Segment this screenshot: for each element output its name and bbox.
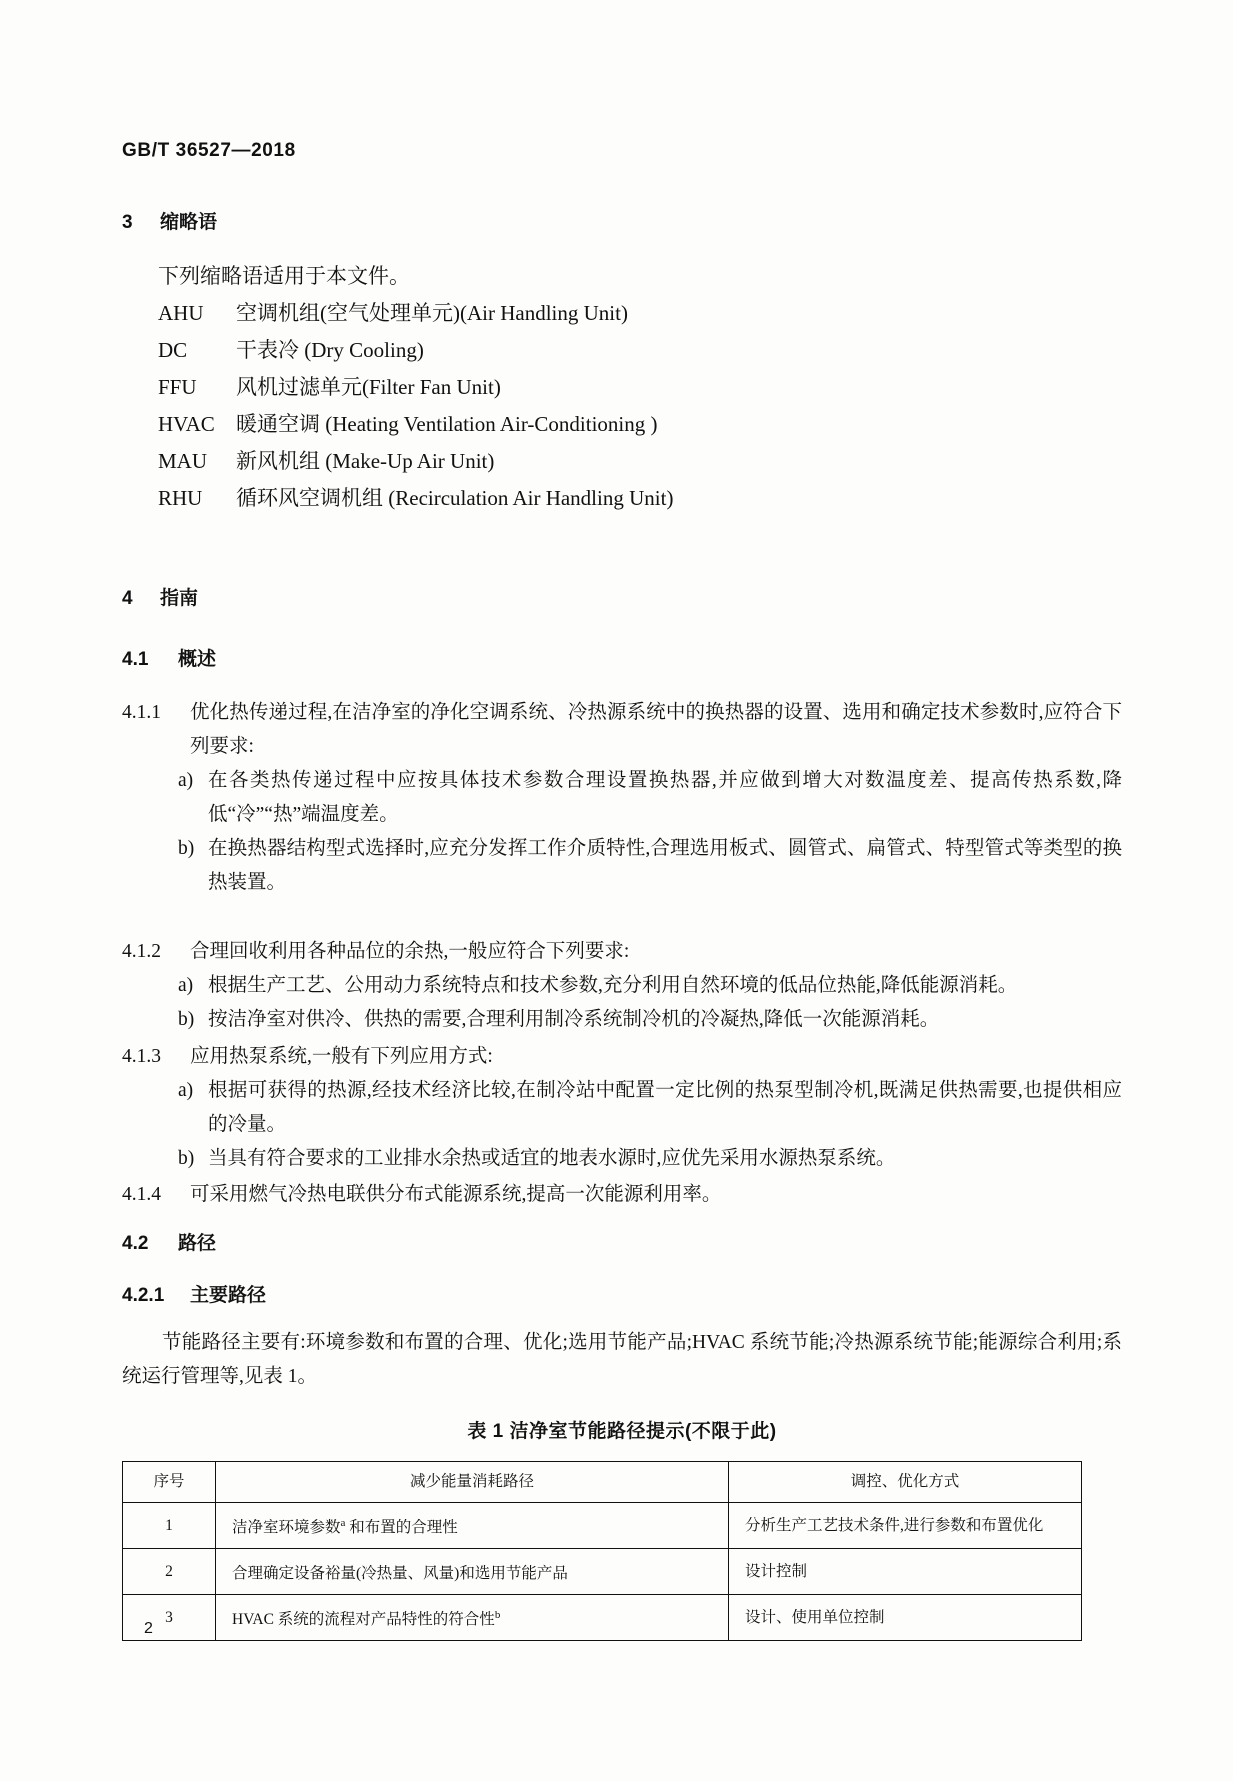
abbreviation-item <box>158 443 673 480</box>
section-number-3: 3 <box>122 212 133 233</box>
table1-cell-path-text: 合理确定设备裕量(冷热量、风量)和选用节能产品 <box>232 1565 568 1583</box>
clause-412-text <box>122 935 1122 969</box>
section-heading-41 <box>122 644 1122 671</box>
list-body: 在换热器结构型式选择时,应充分发挥工作介质特性,合理选用板式、圆管式、扁管式、特型管式等类型的换热装置。 <box>208 838 1122 893</box>
section-heading-42 <box>122 1228 1122 1255</box>
table1-header-path: 减少能量消耗路径 <box>216 1462 729 1503</box>
table-row <box>123 1549 1082 1595</box>
clause-413-item-a <box>122 1074 1122 1142</box>
page-content <box>122 0 1122 1782</box>
table1 <box>122 1461 1082 1641</box>
abbreviation-key: MAU <box>158 449 208 473</box>
list-label: a) <box>178 770 194 791</box>
section-heading-3 <box>122 207 1122 234</box>
table-row <box>123 1595 1082 1641</box>
table1-cell-path-text: HVAC 系统的流程对产品特性的符合性 <box>232 1611 495 1629</box>
abbreviation-intro: 下列缩略语适用于本文件。 <box>158 264 410 288</box>
abbreviation-value: 空调机组(空气处理单元)(Air Handling Unit) <box>236 301 628 325</box>
table1-cell-index: 3 <box>123 1595 216 1641</box>
clause-number-411: 4.1.1 <box>122 702 161 723</box>
section-title-41: 概述 <box>178 649 217 670</box>
table1-cell-path <box>216 1503 729 1549</box>
section-title-3: 缩略语 <box>160 212 218 233</box>
clause-413-text <box>122 1040 1122 1074</box>
abbreviation-block <box>158 258 673 517</box>
clause-414 <box>122 1178 1122 1212</box>
list-body: 当具有符合要求的工业排水余热或适宜的地表水源时,应优先采用水源热泵系统。 <box>208 1148 896 1169</box>
abbreviation-item <box>158 369 673 406</box>
footnote-marker: b <box>494 1609 501 1622</box>
table1-cell-way: 设计、使用单位控制 <box>729 1595 1082 1641</box>
list-label: a) <box>178 1080 194 1101</box>
table1-header-row <box>123 1462 1082 1503</box>
list-body: 按洁净室对供冷、供热的需要,合理利用制冷系统制冷机的冷凝热,降低一次能源消耗。 <box>208 1009 940 1030</box>
clause-412 <box>122 935 1122 1037</box>
clause-413-item-b <box>122 1142 1122 1176</box>
table1-cell-path-text: 洁净室环境参数 <box>232 1519 341 1537</box>
list-label: b) <box>178 1009 195 1030</box>
table1-cell-way: 设计控制 <box>729 1549 1082 1595</box>
table-row <box>123 1503 1082 1549</box>
clause-body-413: 应用热泵系统,一般有下列应用方式: <box>190 1046 493 1067</box>
table1-block <box>122 1416 1122 1641</box>
abbreviation-key: RHU <box>158 486 203 510</box>
table1-cell-index: 1 <box>123 1503 216 1549</box>
table1-cell-path <box>216 1595 729 1641</box>
abbreviation-item <box>158 406 673 443</box>
list-body: 在各类热传递过程中应按具体技术参数合理设置换热器,并应做到增大对数温度差、提高传热系数,降低“冷”“热”端温度差。 <box>208 770 1122 825</box>
clause-411-text <box>122 696 1122 764</box>
clause-body-412: 合理回收利用各种品位的余热,一般应符合下列要求: <box>190 941 630 962</box>
clause-body-411: 优化热传递过程,在洁净室的净化空调系统、冷热源系统中的换热器的设置、选用和确定技术参数时,应符合下列要求: <box>190 702 1122 757</box>
clause-414-text <box>122 1178 1122 1212</box>
abbreviation-item <box>158 332 673 369</box>
abbreviation-key: HVAC <box>158 412 215 436</box>
clause-413 <box>122 1040 1122 1176</box>
table1-cell-path <box>216 1549 729 1595</box>
standard-code-header: GB/T 36527—2018 <box>122 140 296 161</box>
section-title-42: 路径 <box>178 1233 217 1254</box>
abbreviation-key: FFU <box>158 375 197 399</box>
clause-number-413: 4.1.3 <box>122 1046 161 1067</box>
abbreviation-value: 干表冷 (Dry Cooling) <box>236 338 424 362</box>
section-title-4: 指南 <box>160 588 199 609</box>
list-body: 根据可获得的热源,经技术经济比较,在制冷站中配置一定比例的热泵型制冷机,既满足供热需要,也提供相应的冷量。 <box>208 1080 1122 1135</box>
abbreviation-item <box>158 295 673 332</box>
clause-411 <box>122 696 1122 900</box>
abbreviation-value: 循环风空调机组 (Recirculation Air Handling Unit) <box>236 486 674 510</box>
abbreviation-key: AHU <box>158 301 204 325</box>
table1-cell-path-tail: 和布置的合理性 <box>345 1519 458 1537</box>
section-heading-421 <box>122 1280 1122 1307</box>
section-title-421: 主要路径 <box>190 1285 267 1306</box>
abbreviation-value: 风机过滤单元(Filter Fan Unit) <box>236 375 501 399</box>
table1-header-way: 调控、优化方式 <box>729 1462 1082 1503</box>
list-label: b) <box>178 1148 195 1169</box>
footnote-marker: a <box>340 1517 346 1529</box>
table1-cell-way: 分析生产工艺技术条件,进行参数和布置优化 <box>729 1503 1082 1549</box>
section-heading-4 <box>122 583 1122 610</box>
section-number-421: 4.2.1 <box>122 1285 165 1306</box>
clause-number-414: 4.1.4 <box>122 1184 161 1205</box>
page-number: 2 <box>144 1620 153 1637</box>
clause-412-item-a <box>122 969 1122 1003</box>
abbreviation-key: DC <box>158 338 188 362</box>
section-number-41: 4.1 <box>122 649 149 670</box>
paragraph-421: 节能路径主要有:环境参数和布置的合理、优化;选用节能产品;HVAC 系统节能;冷热源系统节能;能源综合利用;系统运行管理等,见表 1。 <box>122 1332 1122 1387</box>
clause-412-item-b <box>122 1003 1122 1037</box>
table1-header-index: 序号 <box>123 1462 216 1503</box>
clause-body-414: 可采用燃气冷热电联供分布式能源系统,提高一次能源利用率。 <box>190 1184 722 1205</box>
table1-caption: 表 1 洁净室节能路径提示(不限于此) <box>467 1421 777 1442</box>
abbreviation-item <box>158 480 673 517</box>
list-body: 根据生产工艺、公用动力系统特点和技术参数,充分利用自然环境的低品位热能,降低能源消耗。 <box>208 975 1018 996</box>
table1-cell-index: 2 <box>123 1549 216 1595</box>
list-label: b) <box>178 838 195 859</box>
abbreviation-value: 暖通空调 (Heating Ventilation Air-Conditioning ) <box>236 412 658 436</box>
clause-411-item-b <box>122 832 1122 900</box>
section-number-42: 4.2 <box>122 1233 149 1254</box>
abbreviation-value: 新风机组 (Make-Up Air Unit) <box>236 449 495 473</box>
list-label: a) <box>178 975 194 996</box>
clause-411-item-a <box>122 764 1122 832</box>
clause-number-412: 4.1.2 <box>122 941 161 962</box>
section-number-4: 4 <box>122 588 133 609</box>
